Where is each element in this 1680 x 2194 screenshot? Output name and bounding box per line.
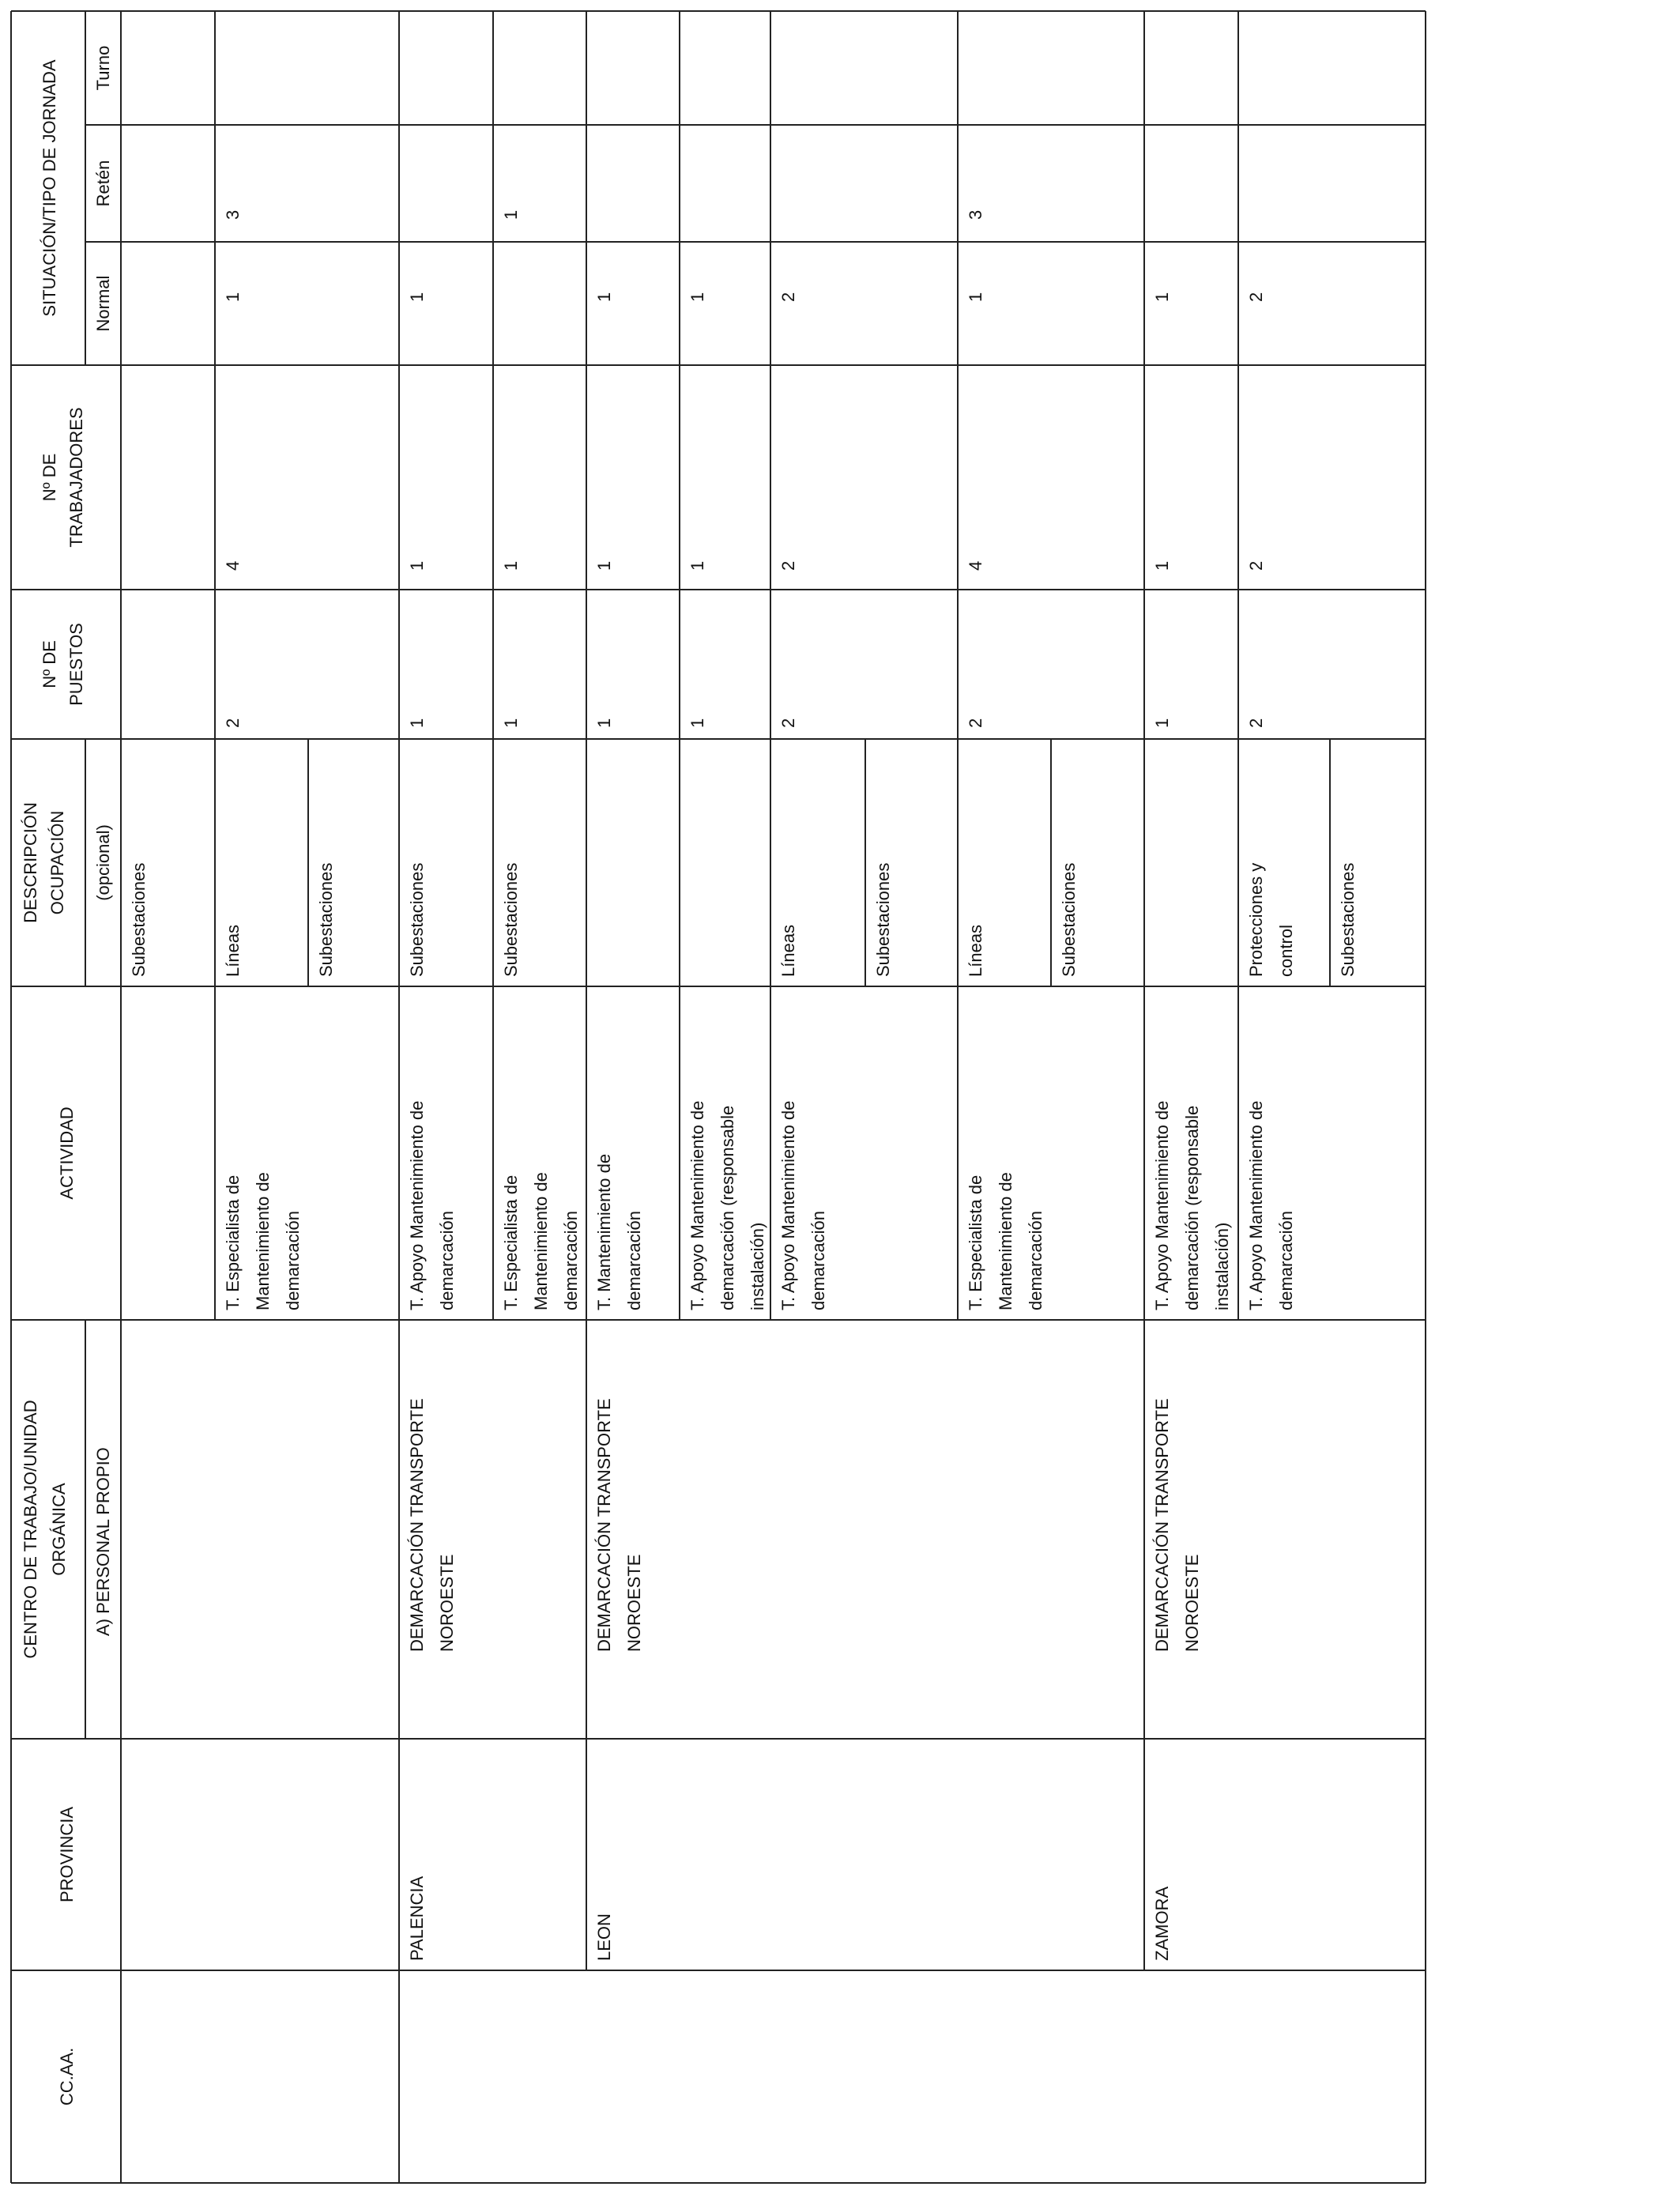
ocupacion-cell: control [1276, 924, 1296, 977]
puestos-cell: 2 [223, 718, 243, 728]
ocupacion-cell: Líneas [778, 924, 798, 977]
puestos-cell: 2 [966, 718, 985, 728]
actividad-cell: demarcación [808, 1211, 828, 1310]
puestos-cell: 1 [407, 718, 427, 728]
centro-cell: DEMARCACIÓN TRANSPORTE [407, 1398, 427, 1652]
actividad-cell: demarcación (responsable [1182, 1105, 1202, 1310]
centro-cell: DEMARCACIÓN TRANSPORTE [594, 1398, 614, 1652]
header-situacion: SITUACIÓN/TIPO DE JORNADA [40, 59, 59, 317]
ocupacion-cell: Subestaciones [129, 862, 149, 977]
trabajadores-cell: 1 [594, 560, 614, 571]
header-turno: Turno [93, 45, 113, 91]
normal-cell: 1 [223, 292, 243, 302]
centro-cell: NOROESTE [437, 1554, 457, 1652]
actividad-cell: demarcación [283, 1211, 303, 1310]
ocupacion-cell: Subestaciones [1059, 862, 1079, 977]
trabajadores-cell: 2 [778, 560, 798, 571]
provincia-cell: ZAMORA [1152, 1886, 1172, 1961]
normal-cell: 1 [407, 292, 427, 302]
actividad-cell: T. Especialista de [223, 1174, 243, 1310]
actividad-cell: demarcación [437, 1211, 457, 1310]
actividad-cell: demarcación [1026, 1211, 1045, 1310]
header-puestos: PUESTOS [66, 623, 86, 706]
trabajadores-cell: 1 [1152, 560, 1172, 571]
reten-cell: 3 [966, 209, 985, 220]
trabajadores-cell: 1 [501, 560, 521, 571]
ocupacion-cell: Subestaciones [1338, 862, 1358, 977]
header-personal-propio: A) PERSONAL PROPIO [93, 1447, 113, 1636]
actividad-cell: demarcación [1276, 1211, 1296, 1310]
normal-cell: 1 [687, 292, 707, 302]
header-provincia: PROVINCIA [57, 1806, 77, 1903]
header-puestos: Nº DE [40, 640, 59, 688]
header-descripcion: DESCRIPCIÓN [21, 802, 40, 923]
actividad-cell: demarcación (responsable [718, 1105, 737, 1310]
trabajadores-cell: 4 [966, 560, 985, 571]
puestos-cell: 2 [778, 718, 798, 728]
actividad-cell: T. Apoyo Mantenimiento de [1246, 1100, 1266, 1310]
header-reten: Retén [93, 160, 113, 207]
centro-cell: NOROESTE [1182, 1554, 1202, 1652]
actividad-cell: T. Apoyo Mantenimiento de [1152, 1100, 1172, 1310]
puestos-cell: 1 [501, 718, 521, 728]
trabajadores-cell: 1 [687, 560, 707, 571]
normal-cell: 1 [966, 292, 985, 302]
header-ccaa: CC.AA. [57, 2047, 77, 2106]
provincia-cell: LEON [594, 1913, 614, 1961]
normal-cell: 2 [778, 292, 798, 302]
header-descripcion: OCUPACIÓN [47, 810, 67, 915]
actividad-cell: instalación) [1212, 1222, 1232, 1310]
header-trabajadores: TRABAJADORES [66, 407, 86, 548]
provincia-cell: PALENCIA [407, 1875, 427, 1961]
actividad-cell: T. Especialista de [501, 1174, 521, 1310]
ocupacion-cell: Subestaciones [501, 862, 521, 977]
header-normal: Normal [93, 275, 113, 332]
header-centro: CENTRO DE TRABAJO/UNIDAD [21, 1400, 40, 1659]
actividad-cell: T. Mantenimiento de [594, 1153, 614, 1310]
actividad-cell: T. Apoyo Mantenimiento de [778, 1100, 798, 1310]
reten-cell: 1 [501, 209, 521, 220]
ocupacion-cell: Subestaciones [407, 862, 427, 977]
header-opcional: (opcional) [93, 824, 113, 901]
header-actividad: ACTIVIDAD [57, 1106, 77, 1200]
ocupacion-cell: Protecciones y [1246, 862, 1266, 977]
normal-cell: 1 [594, 292, 614, 302]
actividad-cell: Mantenimiento de [531, 1172, 551, 1310]
ocupacion-cell: Subestaciones [316, 862, 336, 977]
trabajadores-cell: 4 [223, 560, 243, 571]
puestos-cell: 2 [1246, 718, 1266, 728]
puestos-cell: 1 [1152, 718, 1172, 728]
header-trabajadores: Nº DE [40, 453, 59, 502]
actividad-cell: demarcación [624, 1211, 644, 1310]
normal-cell: 2 [1246, 292, 1266, 302]
centro-cell: NOROESTE [624, 1554, 644, 1652]
ocupacion-cell: Subestaciones [873, 862, 893, 977]
actividad-cell: instalación) [748, 1222, 767, 1310]
ocupacion-cell: Líneas [223, 924, 243, 977]
actividad-cell: T. Apoyo Mantenimiento de [687, 1100, 707, 1310]
actividad-cell: demarcación [561, 1211, 581, 1310]
ocupacion-cell: Líneas [966, 924, 985, 977]
centro-cell: DEMARCACIÓN TRANSPORTE [1152, 1398, 1172, 1652]
actividad-cell: Mantenimiento de [996, 1172, 1015, 1310]
actividad-cell: T. Apoyo Mantenimiento de [407, 1100, 427, 1310]
trabajadores-cell: 1 [407, 560, 427, 571]
reten-cell: 3 [223, 209, 243, 220]
actividad-cell: Mantenimiento de [253, 1172, 273, 1310]
header-centro: ORGÁNICA [49, 1483, 69, 1576]
trabajadores-cell: 2 [1246, 560, 1266, 571]
puestos-cell: 1 [687, 718, 707, 728]
normal-cell: 1 [1152, 292, 1172, 302]
actividad-cell: T. Especialista de [966, 1174, 985, 1310]
puestos-cell: 1 [594, 718, 614, 728]
